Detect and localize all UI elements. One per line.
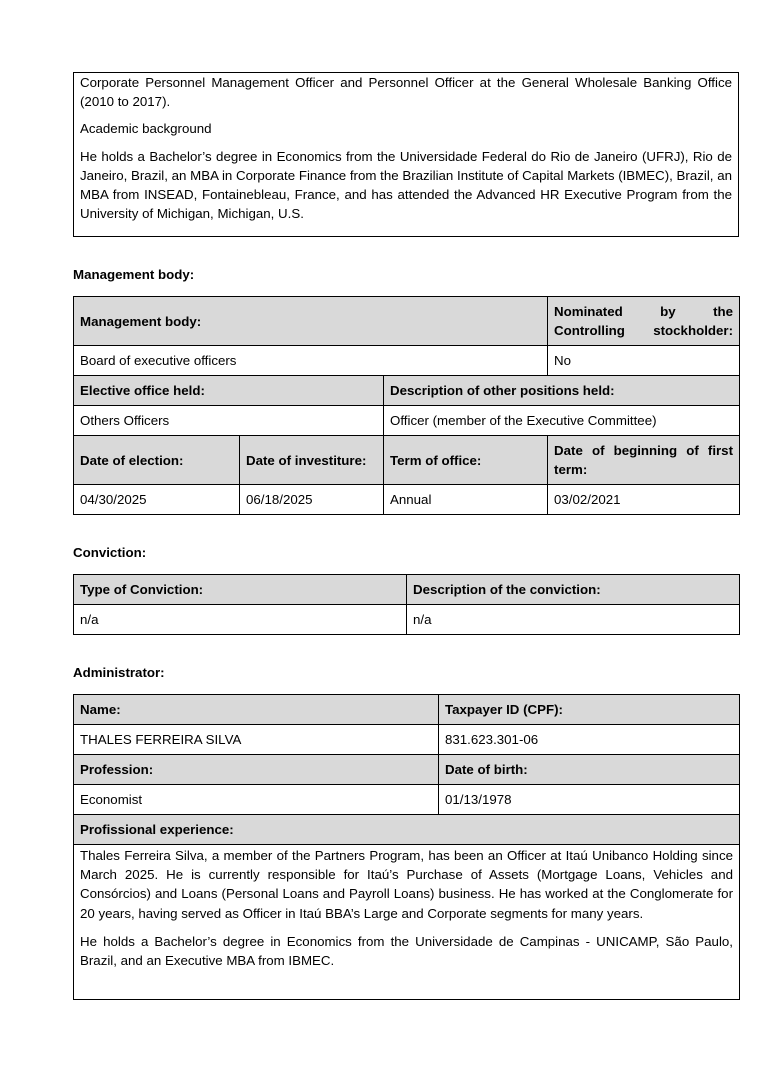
- name-value: THALES FERREIRA SILVA: [74, 725, 439, 755]
- experience-header: Profissional experience:: [74, 815, 740, 845]
- name-header: Name:: [74, 695, 439, 725]
- elective-office-value: Others Officers: [74, 406, 384, 436]
- election-date-value: 04/30/2025: [74, 485, 240, 515]
- conviction-section-title: Conviction:: [73, 545, 147, 560]
- birth-date-header: Date of birth:: [439, 755, 740, 785]
- nominated-value: No: [548, 346, 740, 376]
- experience-paragraph-1: Thales Ferreira Silva, a member of the Partners Program, has been an Officer at Itaú Unibanco Holding since March 2025. He is currently responsible for Itaú’s Purchase of Assets (Mortgage Loans, Vehicles and Consórcios) and Loans (Personal Loans and Payroll Loans) business. He has worked at the Conglomerate for 20 years, having served as Officer in Itaú BBA’s Large and Corporate segments for many years.: [80, 848, 733, 921]
- conviction-type-header: Type of Conviction:: [74, 575, 407, 605]
- intro-paragraph-1: Corporate Personnel Management Officer and Personnel Officer at the General Wholesale Banking Office (2010 to 2017).: [80, 75, 732, 110]
- conviction-description-header: Description of the conviction:: [407, 575, 740, 605]
- profession-value: Economist: [74, 785, 439, 815]
- first-term-header: Date of beginning of first term:: [548, 436, 740, 485]
- management-body-value: Board of executive officers: [74, 346, 548, 376]
- taxpayer-id-header: Taxpayer ID (CPF):: [439, 695, 740, 725]
- document-page: [73, 72, 739, 1000]
- experience-paragraph-2: He holds a Bachelor’s degree in Economics from the Universidade de Campinas - UNICAMP, São Paulo, Brazil, and an Executive MBA from IBMEC.: [80, 933, 733, 969]
- management-section-title: Management body:: [73, 267, 195, 282]
- other-positions-value: Officer (member of the Executive Committee): [384, 406, 740, 436]
- conviction-table: [73, 574, 740, 635]
- investiture-date-value: 06/18/2025: [240, 485, 384, 515]
- administrator-section-title: Administrator:: [73, 665, 165, 680]
- investiture-date-header: Date of investiture:: [240, 436, 384, 485]
- elective-office-header: Elective office held:: [74, 376, 384, 406]
- taxpayer-id-value: 831.623.301-06: [439, 725, 740, 755]
- administrator-table: [73, 694, 740, 1000]
- election-date-header: Date of election:: [74, 436, 240, 485]
- conviction-description-value: n/a: [407, 605, 740, 635]
- birth-date-value: 01/13/1978: [439, 785, 740, 815]
- other-positions-header: Description of other positions held:: [384, 376, 740, 406]
- management-body-header: Management body:: [74, 297, 548, 346]
- intro-paragraph-3: He holds a Bachelor’s degree in Economics from the Universidade Federal do Rio de Janeiro (UFRJ), Rio de Janeiro, Brazil, an MBA in Corporate Finance from the Brazilian Institute of Capital Markets (IBMEC), Brazil, an MBA from INSEAD, Fontainebleau, France, and has attended the Advanced HR Executive Program from the University of Michigan, Michigan, U.S.: [80, 148, 732, 222]
- term-of-office-value: Annual: [384, 485, 548, 515]
- nominated-header: Nominated by the Controlling stockholder:: [548, 297, 740, 346]
- experience-cell: [74, 845, 740, 1000]
- conviction-type-value: n/a: [74, 605, 407, 635]
- intro-text-box: [73, 72, 739, 237]
- first-term-value: 03/02/2021: [548, 485, 740, 515]
- intro-paragraph-2: Academic background: [80, 121, 212, 137]
- profession-header: Profession:: [74, 755, 439, 785]
- term-of-office-header: Term of office:: [384, 436, 548, 485]
- management-table: [73, 296, 740, 515]
